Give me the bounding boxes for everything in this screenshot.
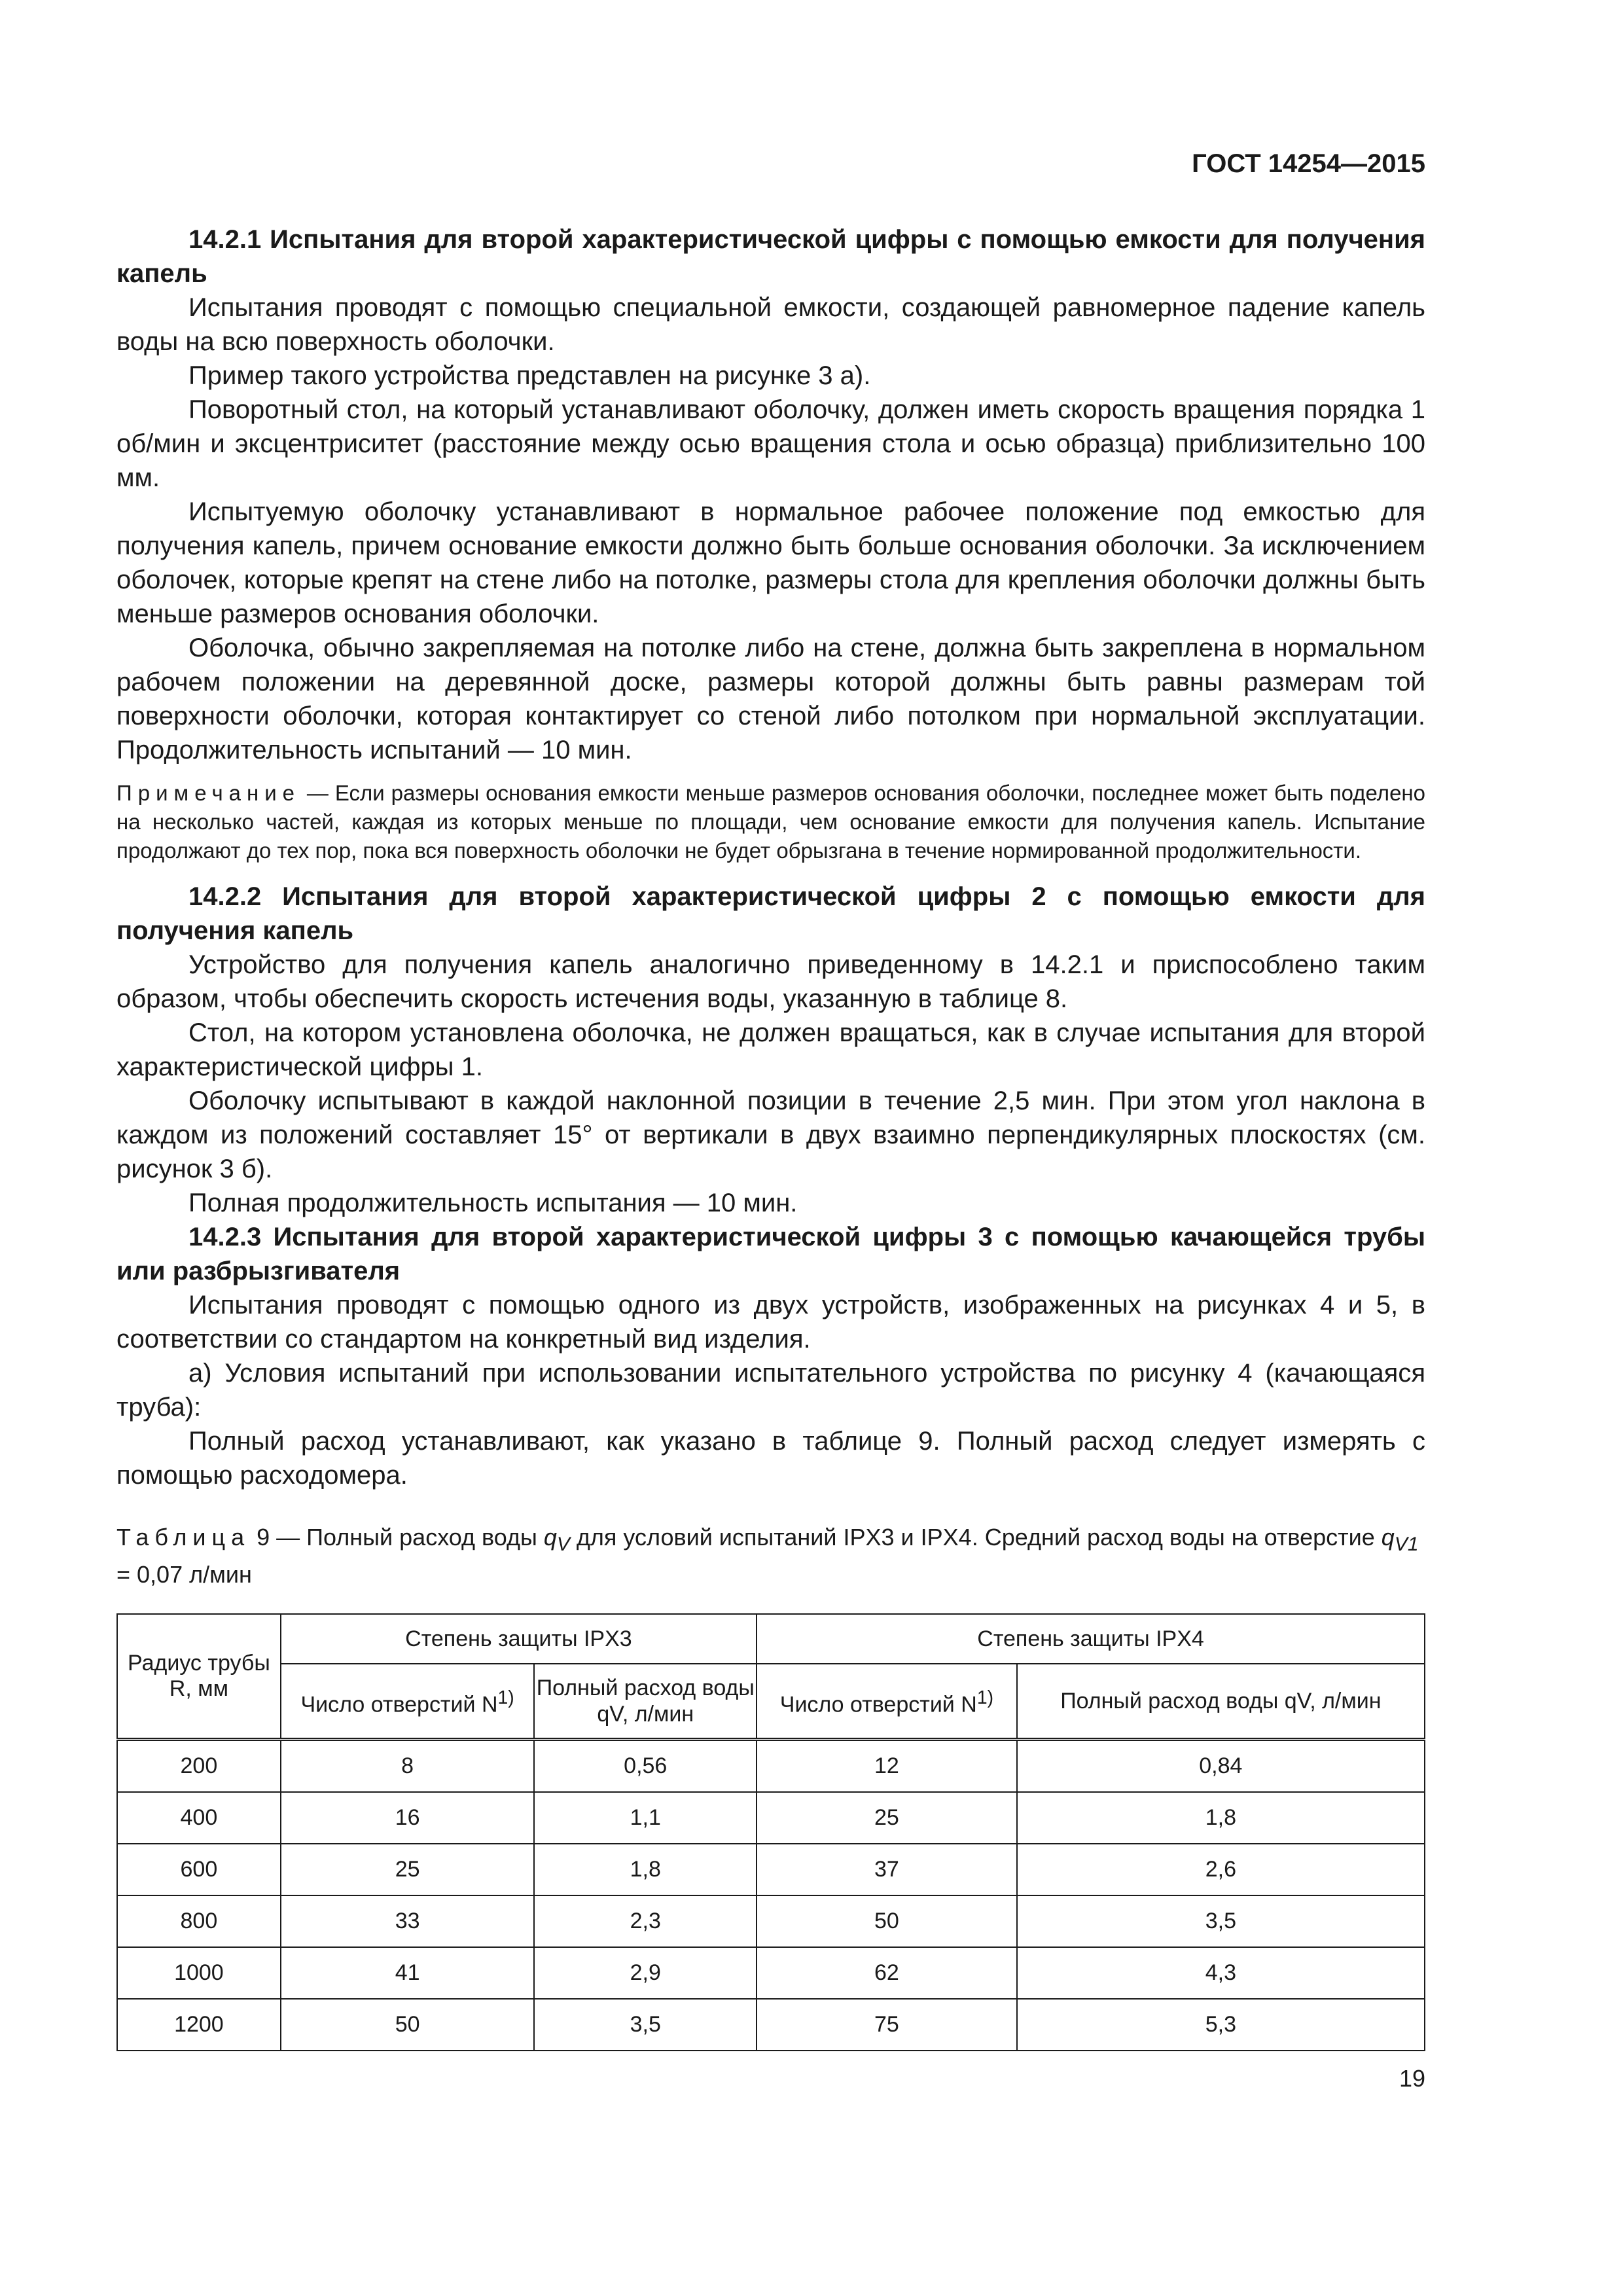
note-label: Примечание bbox=[116, 781, 301, 805]
paragraph: Испытания проводят с помощью одного из двух устройств, изображенных на рисунках 4 и 5, в соответствии со стандартом на конкретный вид изделия. bbox=[116, 1291, 1425, 1354]
caption-symbol: q bbox=[543, 1524, 557, 1551]
paragraph: Полная продолжительность испытания — 10 мин. bbox=[188, 1189, 798, 1217]
table-cell: 1,1 bbox=[534, 1792, 757, 1844]
table-cell: 200 bbox=[117, 1740, 281, 1793]
table-row bbox=[117, 1895, 1425, 1947]
table-cell: 16 bbox=[281, 1792, 535, 1844]
header-holes-ipx3: Число отверстий $N^{1)}$ bbox=[281, 1664, 535, 1740]
table-cell: 25 bbox=[281, 1844, 535, 1895]
section-heading-14-2-3: 14.2.3 Испытания для второй характеристической цифры 3 с помощью качающейся трубы или разбрызгивателя bbox=[116, 1223, 1425, 1285]
section-heading-14-2-2: 14.2.2 Испытания для второй характеристической цифры 2 с помощью емкости для получения капель bbox=[116, 882, 1425, 945]
page-number: 19 bbox=[1399, 2065, 1425, 2092]
table-cell: 400 bbox=[117, 1792, 281, 1844]
table-cell: 75 bbox=[757, 1999, 1017, 2051]
section-heading-14-2-1: 14.2.1 Испытания для второй характеристической цифры с помощью емкости для получения капель bbox=[116, 225, 1425, 288]
paragraph: Устройство для получения капель аналогично приведенному в 14.2.1 и приспособлено таким образом, чтобы обеспечить скорость истечения воды, указанную в таблице 8. bbox=[116, 950, 1425, 1013]
document-body bbox=[116, 223, 1425, 2051]
paragraph: Оболочку испытывают в каждой наклонной позиции в течение 2,5 мин. При этом угол наклона в каждом из положений составляет 15° от вертикали в двух взаимно перпендикулярных плоскостях (см. рисунок 3 б). bbox=[116, 1086, 1425, 1183]
table-row bbox=[117, 1740, 1425, 1793]
table-cell: 1200 bbox=[117, 1999, 281, 2051]
table-cell: 41 bbox=[281, 1947, 535, 1999]
header-flow-ipx4: Полный расход воды qV, л/мин bbox=[1017, 1664, 1425, 1740]
document-id: ГОСТ 14254—2015 bbox=[1192, 149, 1425, 178]
table-9 bbox=[116, 1613, 1425, 2051]
paragraph: Пример такого устройства представлен на рисунке 3 а). bbox=[188, 361, 871, 390]
table-cell: 2,9 bbox=[534, 1947, 757, 1999]
table-caption bbox=[116, 1522, 1425, 1590]
table-cell: 1000 bbox=[117, 1947, 281, 1999]
table-cell: 50 bbox=[281, 1999, 535, 2051]
header-holes-ipx4: Число отверстий $N^{1)}$ bbox=[757, 1664, 1017, 1740]
table-row bbox=[117, 1792, 1425, 1844]
table-cell: 37 bbox=[757, 1844, 1017, 1895]
paragraph: Испытания проводят с помощью специальной емкости, создающей равномерное падение капель воды на всю поверхность оболочки. bbox=[116, 293, 1425, 356]
table-row bbox=[117, 1999, 1425, 2051]
table-cell: 50 bbox=[757, 1895, 1017, 1947]
caption-symbol: q bbox=[1381, 1524, 1395, 1551]
table-cell: 25 bbox=[757, 1792, 1017, 1844]
note bbox=[116, 779, 1425, 865]
caption-text: = 0,07 л/мин bbox=[116, 1561, 252, 1588]
paragraph: Поворотный стол, на который устанавливают оболочку, должен иметь скорость вращения порядка 1 об/мин и эксцентриситет (расстояние между осью вращения стола и осью образца) приблизительно 100 мм. bbox=[116, 395, 1425, 492]
table-cell: 4,3 bbox=[1017, 1947, 1425, 1999]
paragraph: Оболочка, обычно закрепляемая на потолке либо на стене, должна быть закреплена в нормальном рабочем положении на деревянной доске, размеры которой должны быть равны размерам той поверхности оболочки, которая контактирует со стеной либо потолком при нормальной эксплуатации. Продолжительность испытаний — 10 мин. bbox=[116, 634, 1425, 764]
caption-text: для условий испытаний IPX3 и IPX4. Средний расход воды на отверстие bbox=[569, 1524, 1382, 1551]
table-row bbox=[117, 1947, 1425, 1999]
caption-subscript: V1 bbox=[1394, 1534, 1419, 1556]
table-row bbox=[117, 1844, 1425, 1895]
table-cell: 3,5 bbox=[534, 1999, 757, 2051]
header-flow-ipx3: Полный расход воды qV, л/мин bbox=[534, 1664, 757, 1740]
note-text: — Если размеры основания емкости меньше размеров основания оболочки, последнее может быть поделено на несколько частей, каждая из которых меньше по площади, чем основание емкости для получения капель. Испытание продолжают до тех пор, пока вся поверхность оболочки не будет обрызгана в течение нормированной продолжительности. bbox=[116, 781, 1425, 863]
header-ipx3: Степень защиты IPX3 bbox=[281, 1614, 757, 1664]
table-cell: 33 bbox=[281, 1895, 535, 1947]
header-radius: Радиус трубы R, мм bbox=[117, 1614, 281, 1740]
header-ipx4: Степень защиты IPX4 bbox=[757, 1614, 1425, 1664]
paragraph: а) Условия испытаний при использовании испытательного устройства по рисунку 4 (качающаяся труба): bbox=[116, 1359, 1425, 1422]
table-cell: 12 bbox=[757, 1740, 1017, 1793]
paragraph: Полный расход устанавливают, как указано в таблице 9. Полный расход следует измерять с помощью расходомера. bbox=[116, 1427, 1425, 1490]
table-cell: 800 bbox=[117, 1895, 281, 1947]
table-cell: 2,6 bbox=[1017, 1844, 1425, 1895]
table-cell: 5,3 bbox=[1017, 1999, 1425, 2051]
paragraph: Стол, на котором установлена оболочка, не должен вращаться, как в случае испытания для второй характеристической цифры 1. bbox=[116, 1018, 1425, 1081]
caption-label: Таблица bbox=[116, 1524, 251, 1551]
table-cell: 1,8 bbox=[534, 1844, 757, 1895]
table-cell: 1,8 bbox=[1017, 1792, 1425, 1844]
table-cell: 0,56 bbox=[534, 1740, 757, 1793]
table-cell: 2,3 bbox=[534, 1895, 757, 1947]
table-cell: 3,5 bbox=[1017, 1895, 1425, 1947]
caption-subscript: V bbox=[556, 1534, 570, 1556]
table-cell: 62 bbox=[757, 1947, 1017, 1999]
table-cell: 8 bbox=[281, 1740, 535, 1793]
table-cell: 0,84 bbox=[1017, 1740, 1425, 1793]
paragraph: Испытуемую оболочку устанавливают в нормальное рабочее положение под емкостью для получения капель, причем основание емкости должно быть больше основания оболочки. За исключением оболочек, которые крепят на стене либо на потолке, размеры стола для крепления оболочки должны быть меньше размеров основания оболочки. bbox=[116, 497, 1425, 628]
table-cell: 600 bbox=[117, 1844, 281, 1895]
caption-text: 9 — Полный расход воды bbox=[250, 1524, 544, 1551]
